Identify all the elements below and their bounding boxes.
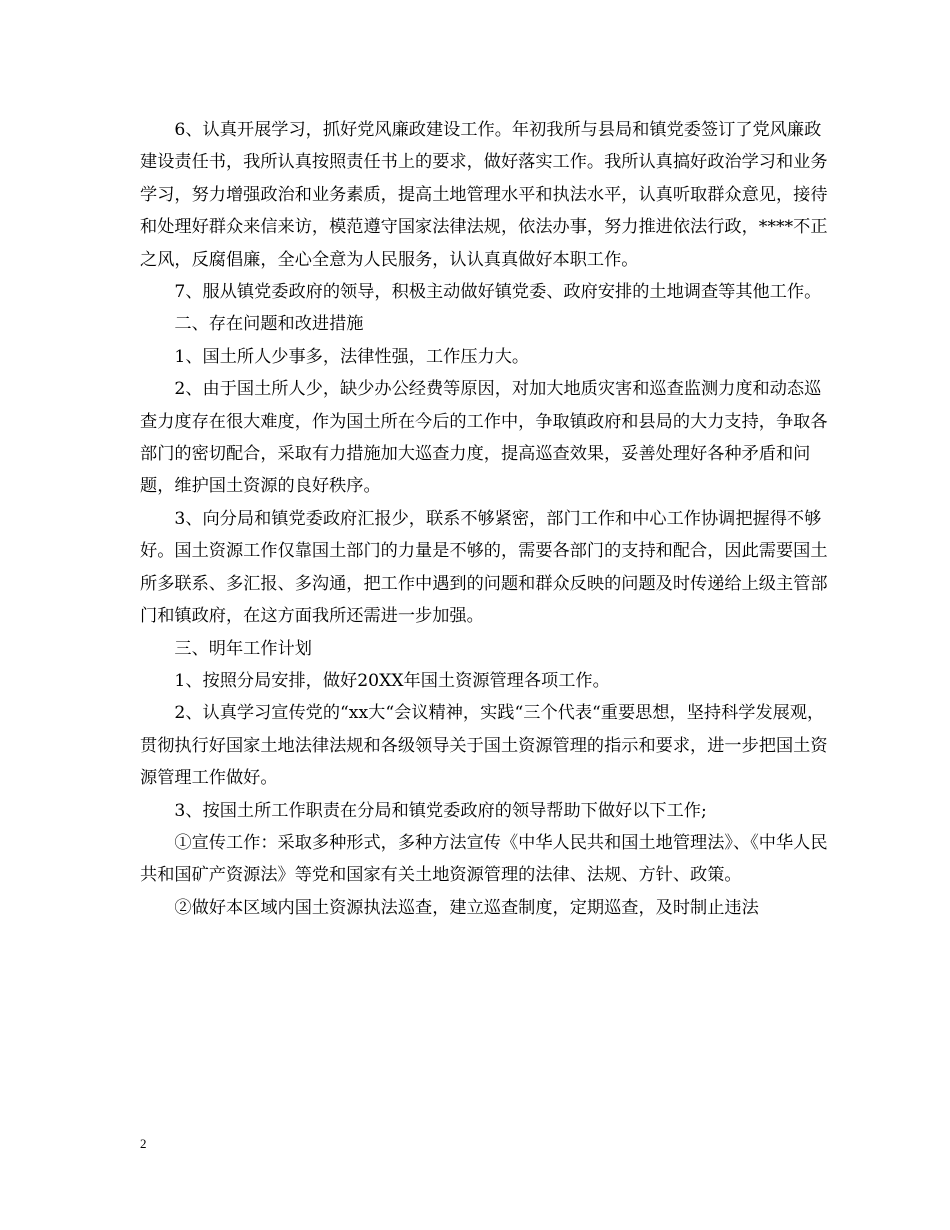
paragraph: 2、认真学习宣传党的“xx大“会议精神，实践“三个代表“重要思想，坚持科学发展观，贯彻执行好国家土地法律法规和各级领导关于国土资源管理的指示和要求，进一步把国土资源管理工作做好。 <box>140 703 828 789</box>
paragraph: ①宣传工作：采取多种形式，多种方法宣传《中华人民共和国土地管理法》、《中华人民共和国矿产资源法》等党和国家有关土地资源管理的法律、法规、方针、政策。 <box>140 832 828 886</box>
section-heading: 二、存在问题和改进措施 <box>174 314 364 335</box>
paragraph: 1、国土所人少事多，法律性强，工作压力大。 <box>174 346 530 367</box>
paragraph: 7、服从镇党委政府的领导，积极主动做好镇党委、政府安排的土地调查等其他工作。 <box>174 282 822 303</box>
section-heading: 三、明年工作计划 <box>174 638 312 659</box>
paragraph: 3、向分局和镇党委政府汇报少，联系不够紧密，部门工作和中心工作协调把握得不够好。国土资源工作仅靠国土部门的力量是不够的，需要各部门的支持和配合，因此需要国土所多联系、多汇报、多沟通，把工作中遇到的问题和群众反映的问题及时传递给上级主管部门和镇政府，在这方面我所还需进一步加强。 <box>140 508 828 627</box>
page-number: 2 <box>140 1136 147 1151</box>
paragraph: ②做好本区域内国土资源执法巡查，建立巡查制度，定期巡查，及时制止违法 <box>174 897 759 918</box>
document-body <box>140 114 828 924</box>
paragraph: 2、由于国土所人少，缺少办公经费等原因，对加大地质灾害和巡查监测力度和动态巡查力度存在很大难度，作为国土所在今后的工作中，争取镇政府和县局的大力支持，争取各部门的密切配合，采取有力措施加大巡查力度，提高巡查效果，妥善处理好各种矛盾和问题，维护国土资源的良好秩序。 <box>140 379 828 497</box>
paragraph: 6、认真开展学习，抓好党风廉政建设工作。年初我所与县局和镇党委签订了党风廉政建设责任书，我所认真按照责任书上的要求，做好落实工作。我所认真搞好政治学习和业务学习，努力增强政治和业务素质，提高土地管理水平和执法水平，认真听取群众意见，接待和处理好群众来信来访，模范遵守国家法律法规，依法办事，努力推进依法行政，****不正之风，反腐倡廉，全心全意为人民服务，认认真真做好本职工作。 <box>140 120 828 270</box>
paragraph: 1、按照分局安排，做好20XX年国土资源管理各项工作。 <box>174 670 610 691</box>
paragraph: 3、按国土所工作职责在分局和镇党委政府的领导帮助下做好以下工作; <box>174 800 707 821</box>
